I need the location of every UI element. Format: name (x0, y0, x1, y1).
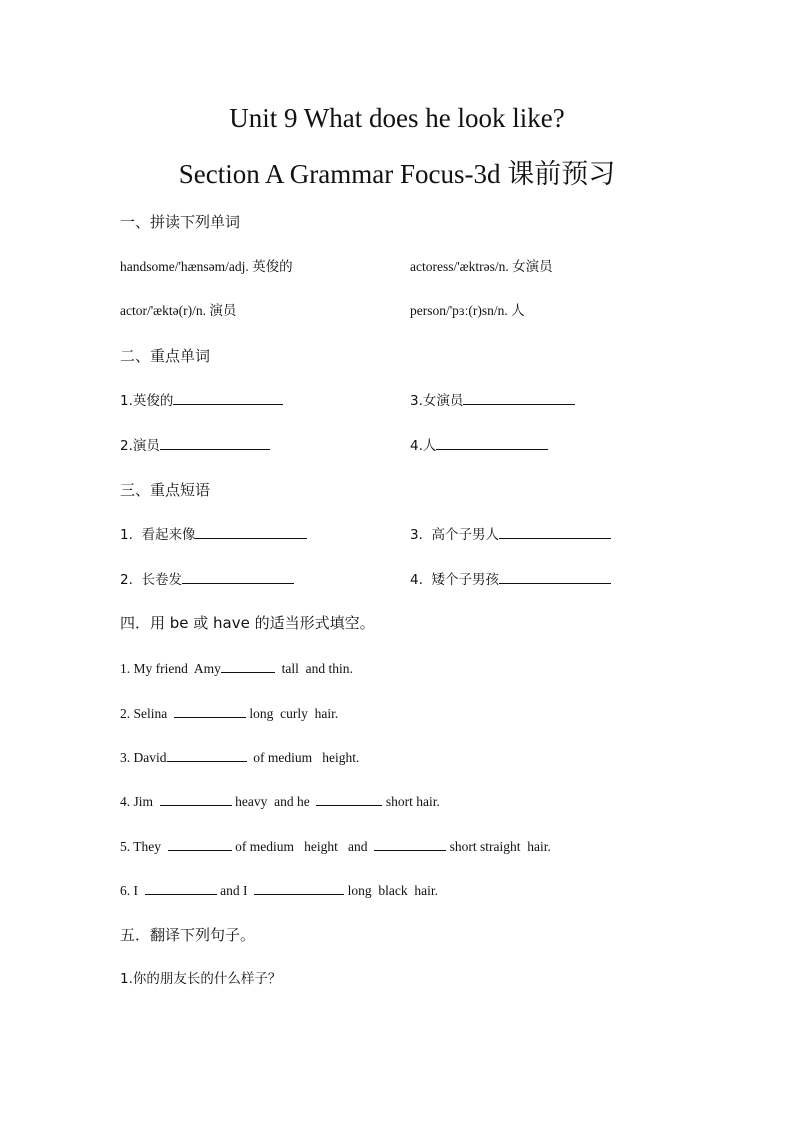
fill-text: long black hair. (344, 883, 438, 898)
fill-text: 4. Jim (120, 794, 160, 809)
answer-blank[interactable] (316, 791, 382, 806)
key-word-1-label: 1.英俊的 (120, 393, 174, 409)
key-phrase-3[interactable] (410, 524, 611, 545)
key-word-4[interactable] (410, 435, 548, 456)
fill-text: of medium height and (231, 839, 375, 854)
fill-text: 6. I (120, 883, 145, 898)
key-word-4-label: 4.人 (410, 438, 437, 454)
key-phrase-1-label: 1. 看起来像 (120, 527, 196, 543)
vocab-handsome: handsome/'hænsəm/adj. 英俊的 (120, 259, 293, 274)
key-phrase-3-label: 3. 高个子男人 (410, 527, 499, 543)
key-word-3-label: 3.女演员 (410, 393, 464, 409)
translate-question-1: 1.你的朋友长的什么样子？ (120, 971, 282, 987)
section-heading-spell: 一、拼读下列单词 (120, 213, 241, 231)
fill-text: short straight hair. (446, 839, 551, 854)
answer-blank[interactable] (254, 880, 344, 895)
key-phrase-2[interactable] (120, 569, 294, 590)
answer-blank[interactable] (436, 435, 548, 450)
answer-blank[interactable] (182, 569, 294, 584)
fill-text: short hair. (382, 794, 440, 809)
section-title: Section A Grammar Focus-3d 课前预习 (178, 159, 616, 189)
answer-blank[interactable] (173, 390, 283, 405)
fill-text: 1. My friend Amy (120, 661, 221, 676)
fill-text: 2. Selina (120, 706, 174, 721)
section-heading-fill-in: 四．用 be 或 have 的适当形式填空。 (120, 614, 375, 632)
fill-text: 3. David (120, 750, 167, 765)
key-word-2-label: 2.演员 (120, 438, 160, 454)
answer-blank[interactable] (221, 658, 275, 673)
answer-blank[interactable] (499, 569, 611, 584)
key-word-1[interactable] (120, 390, 283, 411)
answer-blank[interactable] (167, 747, 247, 762)
vocab-actor: actor/'æktə(r)/n. 演员 (120, 303, 237, 318)
answer-blank[interactable] (160, 435, 270, 450)
key-phrase-2-label: 2. 长卷发 (120, 572, 182, 588)
fill-question-3 (120, 747, 359, 768)
answer-blank[interactable] (499, 524, 611, 539)
answer-blank[interactable] (145, 880, 217, 895)
key-phrase-4-label: 4. 矮个子男孩 (410, 572, 499, 588)
section-heading-translate: 五．翻译下列句子。 (120, 926, 256, 944)
key-word-3[interactable] (410, 390, 575, 411)
vocab-actoress: actoress/'æktrəs/n. 女演员 (410, 259, 553, 274)
section-heading-key-phrases: 三、重点短语 (120, 481, 211, 499)
fill-text: heavy and he (231, 794, 317, 809)
answer-blank[interactable] (374, 836, 446, 851)
answer-blank[interactable] (174, 703, 246, 718)
key-phrase-1[interactable] (120, 524, 307, 545)
key-word-2[interactable] (120, 435, 270, 456)
fill-question-4 (120, 791, 440, 812)
fill-text: long curly hair. (246, 706, 339, 721)
vocab-person: person/'pɜː(r)sn/n. 人 (410, 303, 525, 318)
fill-text: 5. They (120, 839, 168, 854)
unit-title: Unit 9 What does he look like? (229, 103, 565, 133)
key-phrase-4[interactable] (410, 569, 611, 590)
answer-blank[interactable] (160, 791, 232, 806)
answer-blank[interactable] (168, 836, 232, 851)
answer-blank[interactable] (463, 390, 575, 405)
fill-question-6 (120, 880, 438, 901)
fill-question-2 (120, 703, 338, 724)
fill-text: of medium height. (246, 750, 360, 765)
fill-text: tall and thin. (274, 661, 353, 676)
answer-blank[interactable] (195, 524, 307, 539)
fill-question-1 (120, 658, 353, 679)
section-heading-key-words: 二、重点单词 (120, 347, 211, 365)
fill-text: and I (216, 883, 255, 898)
fill-question-5 (120, 836, 551, 857)
